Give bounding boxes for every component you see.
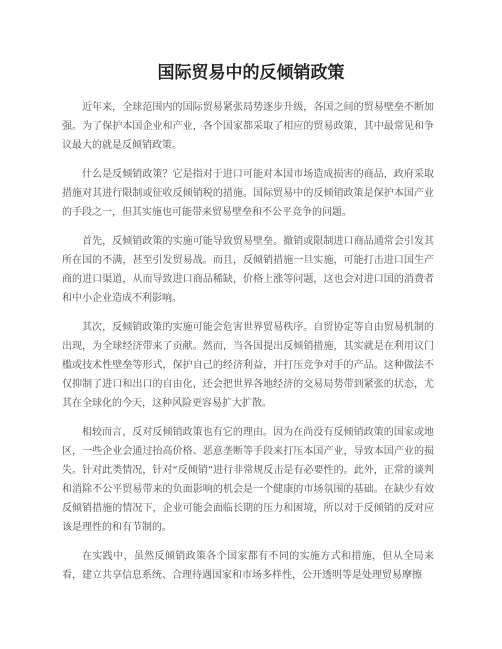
- paragraph-2: 什么是反倾销政策？它是指对于进口可能对本国市场造成损害的商品，政府采取措施对其进行限制或征收反倾销税的措施。国际贸易中的反倾销政策是保护本国产业的手段之一，但其实施也可能带来贸易壁垒和不公平竞争的问题。: [62, 169, 434, 218]
- document-body: [62, 98, 434, 595]
- document-title: 国际贸易中的反倾销政策: [157, 63, 345, 83]
- paragraph-5: 相较而言，反对反倾销政策也有它的理由。因为在尚没有反倾销政策的国家或地区，一些企业会通过抬高价格、恶意垄断等手段来打压本国产业，导致本国产业的损失。针对此类情况，针对“反倾销”进行非常规反击是有必要性的。此外，正常的谈判和消除不公平贸易带来的负面影响的机会是一个健康的市场氛围的基础。在缺少有效反倾销措施的情况下，企业可能会面临长期的压力和困境，所以对于反倾销的反对应该是理性的和有节制的。: [62, 427, 434, 533]
- paragraph-4: 其次，反倾销政策的实施可能会危害世界贸易秩序。自贸协定等自由贸易机制的出现，为全球经济带来了贡献。然而，当各国提出反倾销措施，其实就是在利用议门槛或技术性壁垒等形式，保护自己的经济利益，并打压竞争对手的产品。这种做法不仅抑制了进口和出口的自由化，还会把世界各地经济的交易局势带到紧张的状态，尤其在全球化的今天，这种风险更容易扩大扩散。: [62, 322, 434, 409]
- paragraph-6: 在实践中，虽然反倾销政策各个国家都有不同的实施方式和措施，但从全局来看，建立共享信息系统、合理待遇国家和市场多样性，公开透明等是处理贸易摩擦: [62, 551, 434, 581]
- paragraph-1: 近年来，全球范围内的国际贸易紧张局势逐步升级，各国之间的贸易壁垒不断加强。为了保护本国企业和产业，各个国家都采取了相应的贸易政策，其中最常见和争议最大的就是反倾销政策。: [62, 102, 434, 151]
- paragraph-3: 首先，反倾销政策的实施可能导致贸易壁垒。撤销或限制进口商品通常会引发其所在国的不满，甚至引发贸易战。而且，反倾销措施一旦实施，可能打击进口国生产商的进口渠道，从而导致进口商品稀缺，价格上涨等问题，这也会对进口国的消费者和中小企业造成不利影响。: [62, 236, 434, 304]
